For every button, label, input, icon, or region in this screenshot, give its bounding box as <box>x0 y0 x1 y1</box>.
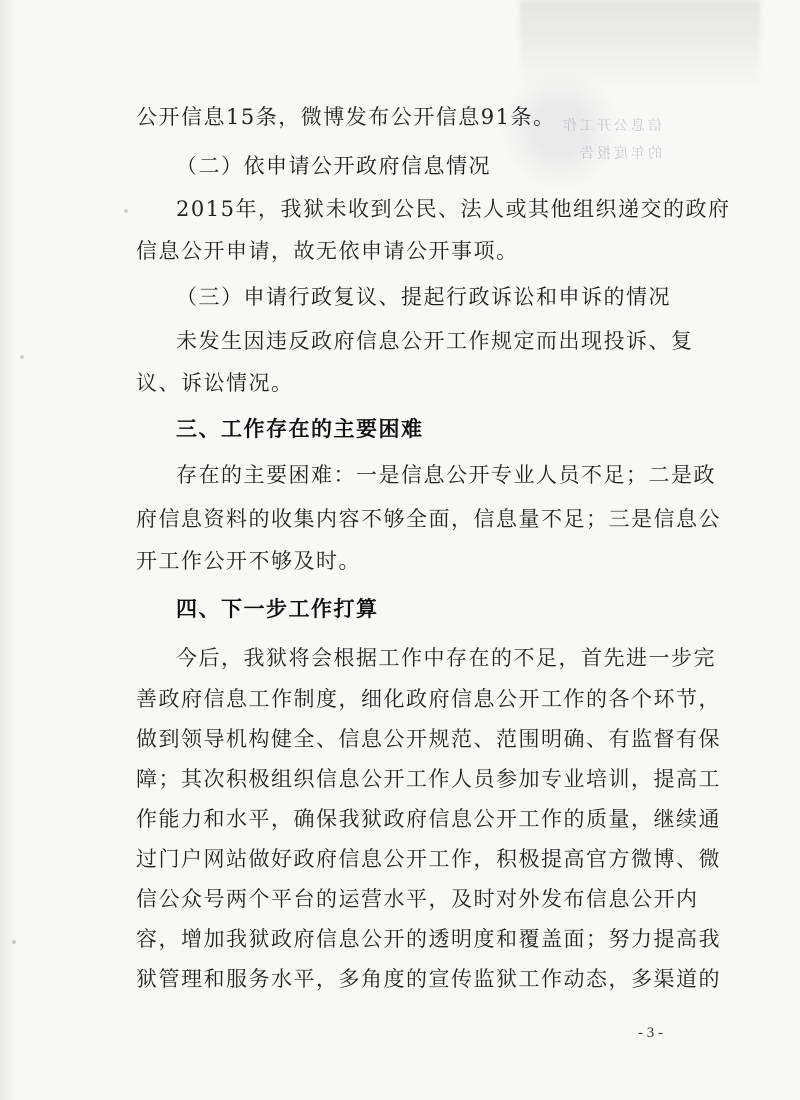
scan-speck <box>124 209 128 213</box>
section-heading: 三、工作存在的主要困难 <box>176 417 424 441</box>
body-text-line: 过门户网站做好政府信息公开工作，积极提高官方微博、微 <box>136 847 721 871</box>
section-subheading: （三）申请行政复议、提起行政诉讼和申诉的情况 <box>176 285 671 309</box>
section-heading: 四、下一步工作打算 <box>176 597 379 621</box>
page-number: - 3 - <box>638 1025 663 1041</box>
body-text-line: 容，增加我狱政府信息公开的透明度和覆盖面；努力提高我 <box>136 927 721 951</box>
body-text-line: 善政府信息工作制度，细化政府信息公开工作的各个环节， <box>136 687 721 711</box>
body-text-line: 未发生因违反政府信息公开工作规定而出现投诉、复 <box>176 329 694 353</box>
body-text-line: 做到领导机构健全、信息公开规范、范围明确、有监督有保 <box>136 727 721 751</box>
body-text-line: 信公众号两个平台的运营水平，及时对外发布信息公开内 <box>136 887 699 911</box>
section-subheading: （二）依申请公开政府信息情况 <box>176 154 491 178</box>
body-text-line: 障；其次积极组织信息公开工作人员参加专业培训，提高工 <box>136 767 721 791</box>
body-text-line: 作能力和水平，确保我狱政府信息公开工作的质量，继续通 <box>136 807 721 831</box>
body-text-line: 存在的主要困难：一是信息公开专业人员不足；二是政 <box>176 463 716 487</box>
body-text-line: 今后，我狱将会根据工作中存在的不足，首先进一步完 <box>176 646 716 670</box>
scan-speck <box>20 355 24 359</box>
body-text-line: 信息公开申请，故无依申请公开事项。 <box>136 239 519 263</box>
body-text-line: 狱管理和服务水平，多角度的宣传监狱工作动态，多渠道的 <box>136 967 721 991</box>
body-text-line: 2015年，我狱未收到公民、法人或其他组织递交的政府 <box>176 197 731 221</box>
scan-speck <box>12 940 16 944</box>
body-text-line: 开工作公开不够及时。 <box>136 549 361 573</box>
scan-shadow <box>520 0 760 90</box>
body-text-line: 议、诉讼情况。 <box>136 371 294 395</box>
bleed-through-line: 的年度报告 <box>577 146 662 162</box>
body-text-line: 府信息资料的收集内容不够全面，信息量不足；三是信息公 <box>136 507 721 531</box>
body-text-line: 公开信息15条，微博发布公开信息91条。 <box>136 105 556 129</box>
bleed-through-line: 信息公开工作 <box>560 118 662 134</box>
